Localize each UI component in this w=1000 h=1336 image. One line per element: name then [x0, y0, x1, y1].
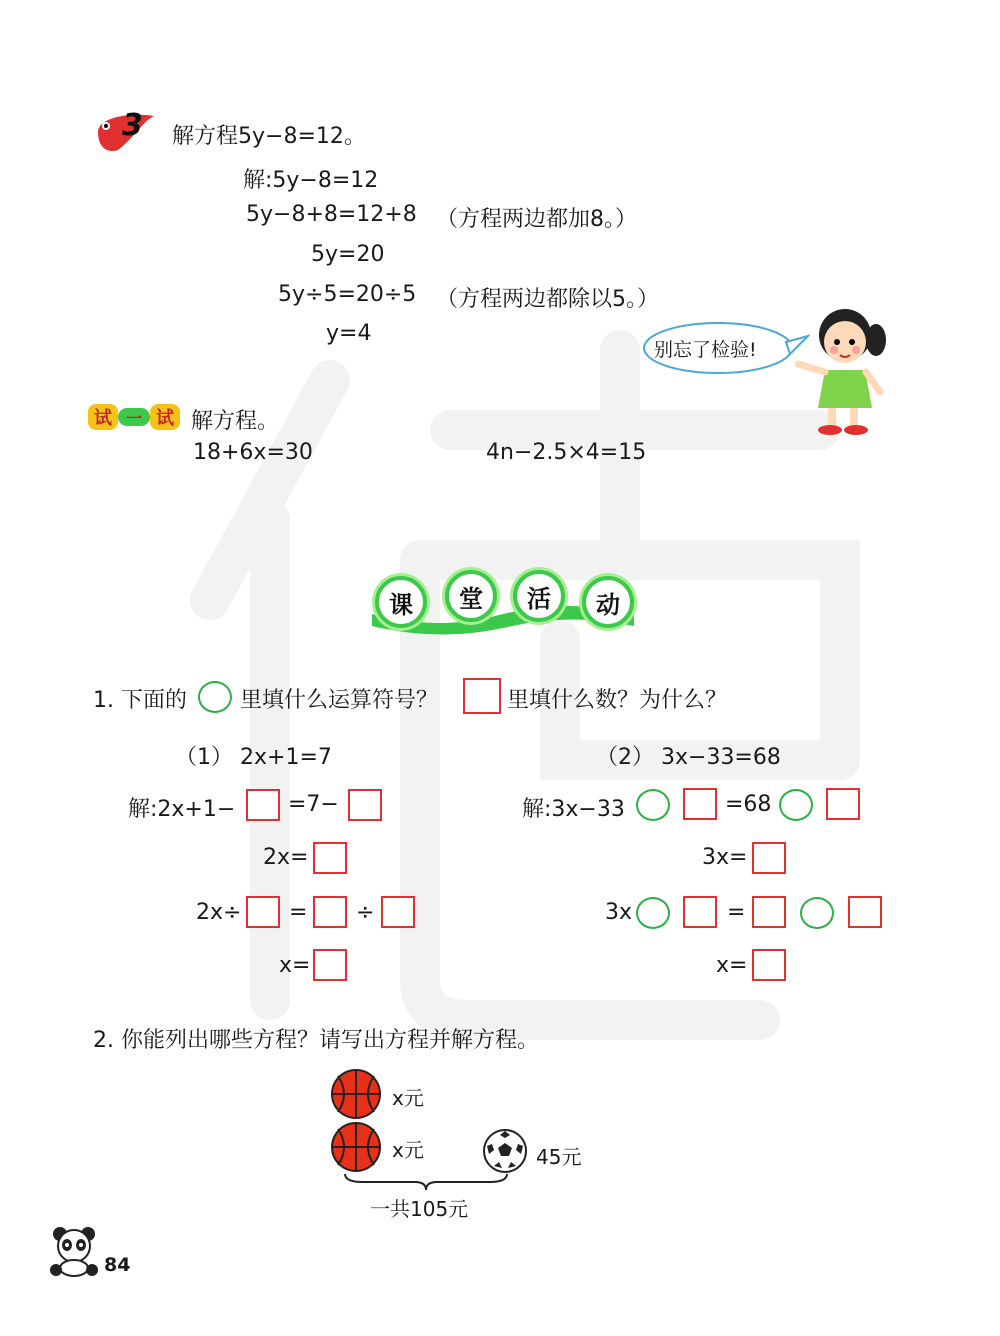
solution-line-4: 5y÷5=20÷5: [278, 282, 417, 307]
p1-line3-box-1[interactable]: [246, 896, 280, 928]
try-badge-char-1: 试: [88, 404, 118, 430]
solution-line-5: y=4: [326, 321, 372, 346]
banner-char-3: 活: [513, 570, 565, 622]
p1-line1-box-1[interactable]: [246, 789, 280, 821]
solution-note-1: （方程两边都加8。）: [436, 207, 637, 232]
q1-square-symbol: [463, 678, 501, 714]
p2-line2: 3x=: [702, 845, 748, 870]
soccer-price: 45元: [536, 1145, 582, 1169]
p1-line3-box-3[interactable]: [381, 896, 415, 928]
banner-char-2: 堂: [445, 570, 497, 622]
p2-line1-b: =68: [725, 792, 772, 817]
p1-line3-c: ÷: [356, 900, 375, 925]
basketball-price-1: x元: [392, 1086, 424, 1110]
p2-title: （2） 3x−33=68: [596, 745, 781, 770]
p2-line1-circle-1[interactable]: [636, 789, 670, 821]
p2-line2-box[interactable]: [752, 842, 786, 874]
q2-text: 2. 你能列出哪些方程？请写出方程并解方程。: [93, 1028, 539, 1053]
total-brace: [343, 1172, 509, 1192]
total-text: 一共105元: [370, 1197, 469, 1221]
p1-line4-box[interactable]: [313, 949, 347, 981]
try-equation-2: 4n−2.5×4=15: [486, 440, 647, 465]
p2-line3-a: 3x: [605, 900, 633, 925]
p2-line3-box-2[interactable]: [752, 896, 786, 928]
p2-line3-b: =: [727, 900, 746, 925]
p1-line1-box-2[interactable]: [348, 789, 382, 821]
p1-line2-box[interactable]: [313, 842, 347, 874]
q1-text-mid: 里填什么运算符号？: [240, 688, 439, 713]
banner-char-4: 动: [582, 576, 634, 628]
panda-icon: [46, 1226, 104, 1278]
try-title: 解方程。: [191, 409, 280, 434]
example-number: 3: [122, 108, 143, 143]
p2-line3-box-1[interactable]: [683, 896, 717, 928]
p1-line2: 2x=: [263, 845, 309, 870]
p2-line4-box[interactable]: [752, 949, 786, 981]
q1-circle-symbol: [198, 681, 232, 713]
p2-line1-circle-2[interactable]: [779, 789, 813, 821]
soccer-ball-icon: [482, 1128, 528, 1174]
page-number: 84: [104, 1254, 131, 1276]
p1-line3-b: =: [289, 900, 308, 925]
p2-line3-box-3[interactable]: [848, 896, 882, 928]
p1-line1-b: =7−: [288, 792, 339, 817]
solution-line-3: 5y=20: [311, 242, 385, 267]
p2-line3-circle-2[interactable]: [800, 897, 834, 929]
basketball-price-2: x元: [392, 1138, 424, 1162]
q1-text-pre: 1. 下面的: [93, 688, 187, 713]
girl-illustration: [790, 300, 900, 440]
p1-title: （1） 2x+1=7: [175, 745, 332, 770]
basketball-icon: [330, 1068, 382, 1120]
p1-line3-a: 2x÷: [196, 900, 242, 925]
solution-line-1: 解:5y−8=12: [243, 168, 379, 193]
p1-line1-a: 解:2x+1−: [128, 797, 236, 822]
p1-line3-box-2[interactable]: [313, 896, 347, 928]
try-equation-1: 18+6x=30: [193, 440, 313, 465]
banner-char-1: 课: [375, 576, 427, 628]
p2-line1-box-2[interactable]: [826, 788, 860, 820]
try-badge-char-3: 试: [150, 404, 180, 430]
basketball-icon: [330, 1121, 382, 1173]
solution-note-2: （方程两边都除以5。）: [436, 287, 659, 312]
example-title: 解方程5y−8=12。: [172, 124, 366, 149]
p2-line4: x=: [716, 953, 748, 978]
try-badge-char-2: 一: [118, 408, 150, 426]
p2-line1-a: 解:3x−33: [522, 797, 625, 822]
bubble-text: 别忘了检验!: [654, 339, 757, 361]
q1-text-post: 里填什么数？为什么？: [507, 688, 728, 713]
try-badge: [88, 402, 180, 432]
solution-line-2: 5y−8+8=12+8: [246, 202, 417, 227]
p2-line3-circle-1[interactable]: [636, 897, 670, 929]
p1-line4: x=: [279, 953, 311, 978]
p2-line1-box-1[interactable]: [683, 788, 717, 820]
